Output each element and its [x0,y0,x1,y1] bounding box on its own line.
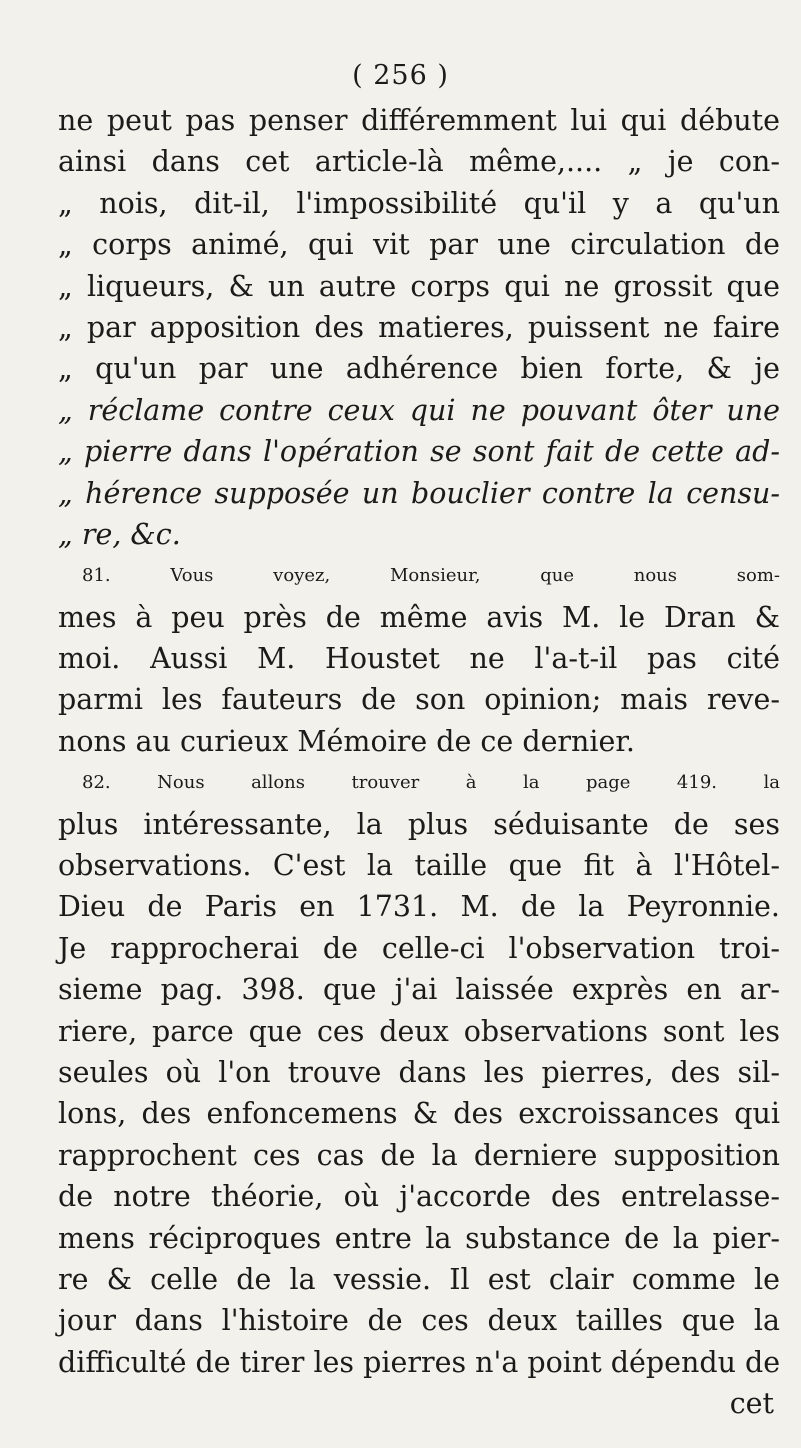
text-line: ne peut pas penser différemment lui qui débute [58,104,780,137]
text-line: jour dans l'histoire de ces deux tailles que la [58,1304,780,1338]
text-line: moi. Aussi M. Houstet ne l'a-t-il pas cité [58,642,780,676]
quoted-line-italic: „ réclame contre ceux qui ne pouvant ôter une [58,393,780,427]
quoted-line: „ corps animé, qui vit par une circulation de [58,228,780,262]
text-line: ainsi dans cet article-là même,.... „ je con- [58,145,780,179]
text-line: riere, parce que ces deux observations sont les [58,1014,780,1048]
text-line: mens réciproques entre la substance de la pier- [58,1221,780,1255]
text-line: Je rapprocherai de celle-ci l'observation troi- [58,931,780,965]
quoted-line: „ liqueurs, & un autre corps qui ne grossit que [58,269,780,303]
text-line: de notre théorie, où j'accorde des entrelasse- [58,1180,780,1214]
quoted-line-italic: „ pierre dans l'opération se sont fait de cette ad- [58,435,780,469]
text-line: re & celle de la vessie. Il est clair comme le [58,1262,780,1296]
quoted-line-italic: „ re, &c. [58,517,181,551]
text-line: parmi les fauteurs de son opinion; mais reve- [58,683,780,717]
catchword: cet [729,1387,774,1421]
text-line: difficulté de tirer les pierres n'a point dépendu de [58,1345,781,1379]
text-line: rapprochent ces cas de la derniere supposition [58,1138,780,1172]
quoted-line: „ qu'un par une adhérence bien forte, & je [58,352,780,386]
paragraph-81-start: 81. Vous voyez, Monsieur, que nous som- [82,565,780,587]
text-line: plus intéressante, la plus séduisante de ses [58,807,780,841]
paragraph-82-start: 82. Nous allons trouver à la page 419. la [82,772,780,794]
text-line: lons, des enfoncemens & des excroissances qui [58,1097,780,1131]
text-line: seules où l'on trouve dans les pierres, des sil- [58,1055,780,1089]
text-line: observations. C'est la taille que fit à l'Hôtel- [58,849,780,883]
quoted-line: „ par apposition des matieres, puissent ne faire [58,310,780,344]
quoted-line: „ nois, dit-il, l'impossibilité qu'il y a qu'un [58,186,780,220]
text-line: sieme pag. 398. que j'ai laissée exprès en ar- [58,973,780,1007]
text-line: nons au curieux Mémoire de ce dernier. [58,724,635,758]
page-number: ( 256 ) [352,60,449,91]
text-line: Dieu de Paris en 1731. M. de la Peyronnie. [58,890,780,924]
text-line: mes à peu près de même avis M. le Dran & [58,600,780,634]
body-text [58,100,780,1425]
quoted-line-italic: „ hérence supposée un bouclier contre la censu- [58,476,780,510]
